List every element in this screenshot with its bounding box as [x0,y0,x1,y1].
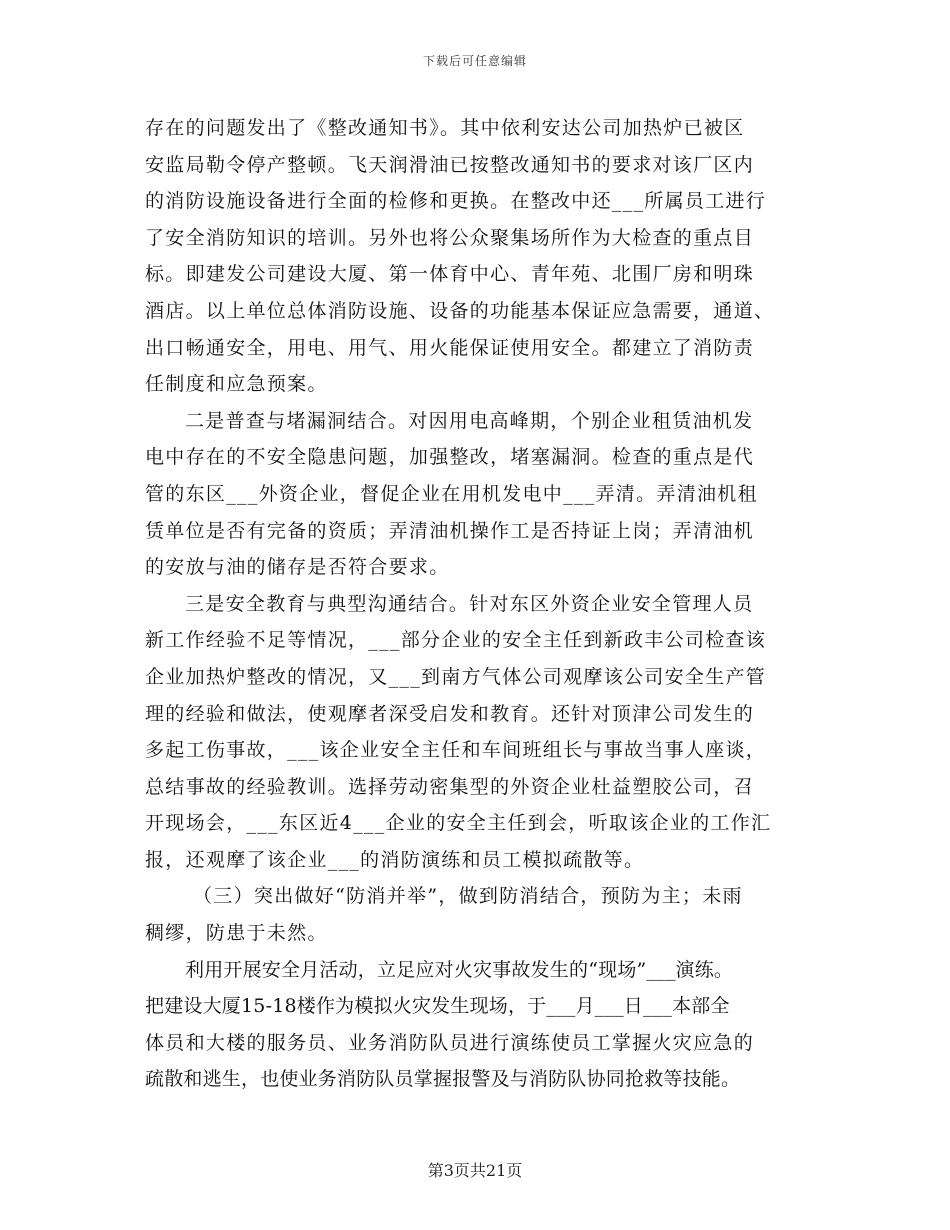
text-line: 报，还观摩了该企业___的消防演练和员工模拟疏散等。 [145,848,645,871]
text-line: 企业加热炉整改的情况，又___到南方气体公司观摩该公司安全生产管 [145,665,767,688]
text-line: 的安放与油的储存是否符合要求。 [145,556,450,579]
text-line: 体员和大楼的服务员、业务消防队员进行演练使员工掌握火灾应急的 [145,1031,755,1054]
text-line: 把建设大厦15-18楼作为模拟火灾发生现场，于___月___日___本部全 [145,995,730,1018]
document-body [145,110,810,1098]
text-line: 出口畅通安全，用电、用气、用火能保证使用安全。都建立了消防责 [145,336,755,359]
section-heading-line: （三）突出做好“防消并举”，做到防消结合，预防为主；未雨 [193,885,743,908]
paragraph-start-line: 利用开展安全月活动，立足应对火灾事故发生的“现场”___演练。 [185,958,734,981]
text-line: 电中存在的不安全隐患问题，加强整改，堵塞漏洞。检查的重点是代 [145,446,755,469]
text-line: 理的经验和做法，使观摩者深受启发和教育。还针对顶津公司发生的 [145,702,755,725]
text-line: 稠缪，防患于未然。 [145,922,328,945]
text-line: 管的东区___外资企业，督促企业在用机发电中___弄清。弄清油机租 [145,482,758,505]
page-header-note: 下载后可任意编辑 [422,54,527,68]
text-line: 总结事故的经验教训。选择劳动密集型的外资企业杜益塑胶公司，召 [145,775,755,798]
text-line: 疏散和逃生，也使业务消防队员掌握报警及与消防队协同抢救等技能。 [145,1068,741,1091]
paragraph-start-line: 三是安全教育与典型沟通结合。针对东区外资企业安全管理人员 [185,592,754,615]
text-line: 安监局勒令停产整顿。飞天润滑油已按整改通知书的要求对该厂区内 [145,153,755,176]
text-line: 赁单位是否有完备的资质；弄清油机操作工是否持证上岗；弄清油机 [145,519,755,542]
text-line: 开现场会，___东区近4___企业的安全主任到会，听取该企业的工作汇 [145,812,772,835]
text-line: 多起工伤事故，___该企业安全主任和车间班组长与事故当事人座谈， [145,739,767,762]
text-line: 存在的问题发出了《整改通知书》。其中依利安达公司加热炉已被区 [145,117,745,139]
paragraph-start-line: 二是普查与堵漏洞结合。对因用电高峰期，个别企业租赁油机发 [185,409,754,432]
text-line: 新工作经验不足等情况，___部分企业的安全主任到新政丰公司检查该 [145,629,767,652]
text-line: 标。即建发公司建设大厦、第一体育中心、青年苑、北围厂房和明珠 [145,263,755,286]
text-line: 任制度和应急预案。 [145,373,328,396]
text-line: 了安全消防知识的培训。另外也将公众聚集场所作为大检查的重点目 [145,226,755,249]
page-number: 第3页共21页 [427,1161,523,1180]
text-line: 酒店。以上单位总体消防设施、设备的功能基本保证应急需要，通道、 [145,299,775,322]
text-line: 的消防设施设备进行全面的检修和更换。在整改中还___所属员工进行 [145,190,767,213]
